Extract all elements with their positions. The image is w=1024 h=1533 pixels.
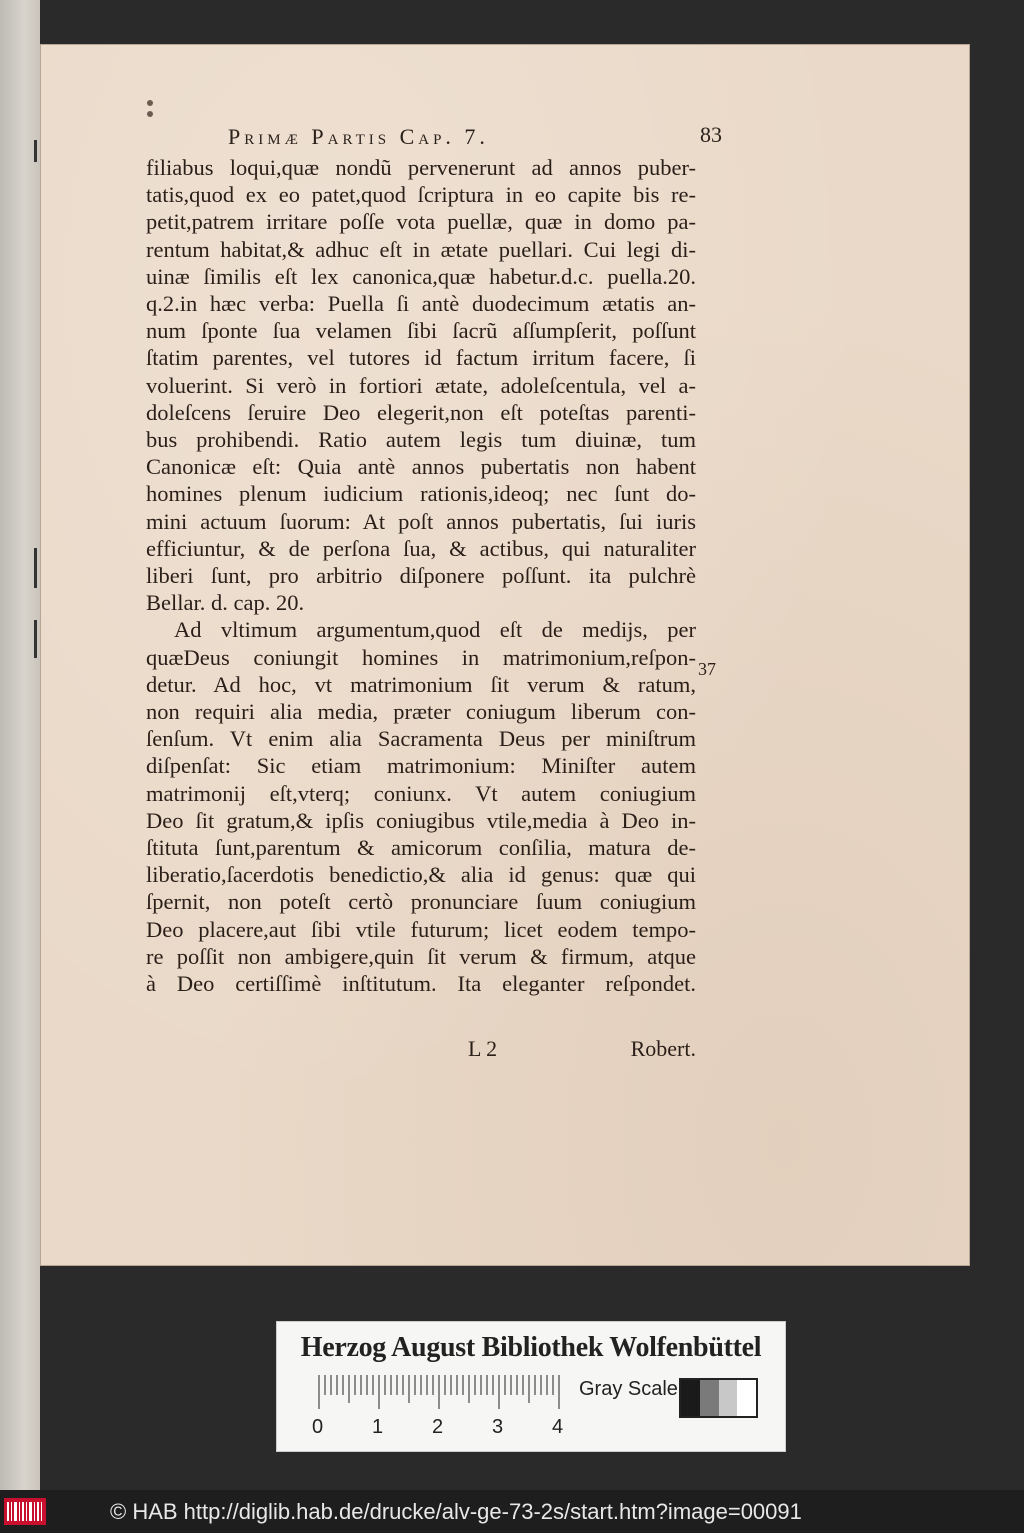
ruler-number: 1	[372, 1416, 384, 1438]
gray-scale-swatches	[679, 1378, 758, 1418]
book-page	[40, 44, 970, 1266]
margin-note: 37	[698, 659, 716, 679]
text-line: efficiuntur, & de perſona ſua, & actibus, qui naturaliter	[146, 535, 696, 561]
page-footer	[468, 1036, 696, 1062]
signature-mark: L 2	[468, 1036, 498, 1061]
text-line: Bellar. d. cap. 20.	[146, 590, 305, 616]
text-line: voluerint. Si verò in fortiori ætate, adoleſcentula, vel a-	[146, 372, 696, 398]
text-line: num ſponte ſua velamen ſibi ſacrũ aſſumpſerit, poſſunt	[146, 318, 696, 344]
swatch-light-gray	[719, 1380, 738, 1416]
text-line: ſenſum. Vt enim alia Sacramenta Deus per miniſtrum	[146, 726, 696, 752]
ink-dots	[147, 100, 153, 122]
ruler-number: 2	[432, 1416, 444, 1438]
text-line: Deo ſit gratum,& ipſis coniugibus vtile,media à Deo in-	[146, 807, 696, 833]
text-line: à Deo certiſſimè inſtitutum. Ita eleganter reſpondet.	[146, 971, 696, 997]
text-line: homines plenum iudicium rationis,ideoq; nec ſunt do-	[146, 481, 696, 507]
text-line: non requiri alia media, præter coniugum liberum con-	[146, 699, 696, 725]
text-line: ſtatim parentes, vel tutores id factum irritum facere, ſi	[146, 345, 696, 371]
library-color-card	[276, 1321, 786, 1452]
swatch-dark-gray	[700, 1380, 719, 1416]
running-head: Primæ Partis Cap. 7.	[228, 124, 489, 149]
adjacent-page-edge	[0, 0, 40, 1490]
body-text	[146, 154, 696, 997]
text-line: q.2.in hæc verba: Puella ſi antè duodecimum ætatis an-	[146, 291, 696, 317]
text-line: uinæ ſimilis eſt lex canonica,quæ habetur.d.c. puella.20.	[146, 263, 696, 289]
copyright-bar	[0, 1490, 1024, 1533]
text-line: ſpernit, non poteſt certò pronunciare ſuum coniugium	[146, 889, 696, 915]
ruler-number: 4	[552, 1416, 564, 1438]
library-name: Herzog August Bibliothek Wolfenbüttel	[300, 1332, 762, 1363]
text-line: bus prohibendi. Ratio autem legis tum diuinæ, tum	[146, 427, 696, 453]
copyright-url: © HAB http://diglib.hab.de/drucke/alv-ge-73-2s/start.htm?image=00091	[110, 1499, 802, 1524]
ruler-scale	[317, 1375, 562, 1411]
text-line: liberatio,ſacerdotis benedictio,& alia id genus: quæ qui	[146, 862, 696, 888]
text-line: detur. Ad hoc, vt matrimonium ſit verum & ratum,	[146, 671, 696, 697]
text-line: mini actuum ſuorum: At poſt annos pubertatis, ſui iuris	[146, 508, 696, 534]
text-line: liberi ſunt, pro arbitrio diſponere poſſunt. ita pulchrè	[146, 563, 696, 589]
gray-scale-label: Gray Scale	[579, 1378, 678, 1400]
text-line: filiabus loqui,quæ nondũ pervenerunt ad annos puber-	[146, 155, 696, 180]
swatch-white	[737, 1380, 756, 1416]
text-line: ſtituta ſunt,parentum & amicorum conſilia, matura de-	[146, 835, 696, 861]
catchword: Robert.	[630, 1036, 696, 1061]
text-line: quæDeus coniungit homines in matrimonium,reſpon-	[146, 644, 696, 670]
folio-number: 83	[700, 122, 722, 147]
swatch-black	[681, 1380, 700, 1416]
ruler-number: 3	[492, 1416, 504, 1438]
text-line: petit,patrem irritare poſſe vota puellæ, quæ in domo pa-	[146, 209, 696, 235]
text-line: Deo placere,aut ſibi vtile futurum; licet eodem tempo-	[146, 916, 696, 942]
text-line: re poſſit non ambigere,quin ſit verum & firmum, atque	[146, 943, 696, 969]
text-line: matrimonij eſt,vterq; coniunx. Vt autem coniugium	[146, 780, 696, 806]
text-line: Ad vltimum argumentum,quod eſt de medijs, per	[174, 617, 696, 643]
text-line: doleſcens ſeruire Deo elegerit,non eſt poteſtas parenti-	[146, 399, 696, 425]
hab-barcode-logo-icon	[4, 1498, 46, 1525]
text-line: Canonicæ eſt: Quia antè annos pubertatis non habent	[146, 454, 696, 480]
text-line: rentum habitat,& adhuc eſt in ætate puellari. Cui legi di-	[146, 236, 696, 262]
text-line: tatis,quod ex eo patet,quod ſcriptura in eo capite bis re-	[146, 182, 696, 208]
ruler-number: 0	[312, 1416, 324, 1438]
text-line: diſpenſat: Sic etiam matrimonium: Miniſter autem	[146, 753, 696, 779]
